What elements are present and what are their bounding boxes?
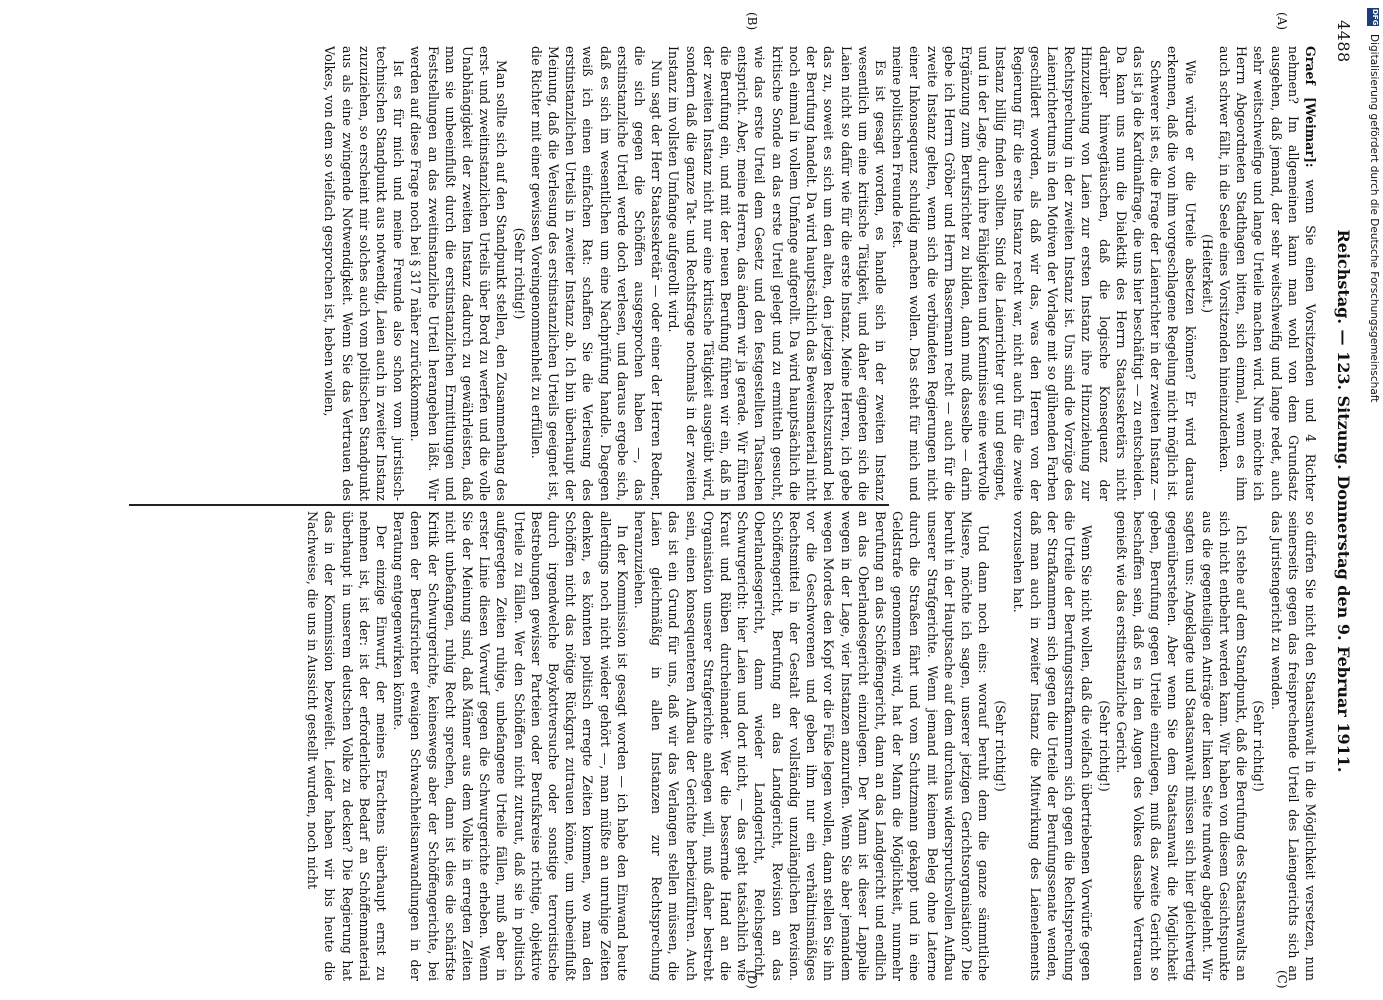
rotated-document-page xyxy=(59,6,1359,996)
right-paragraph-1: so dürfen Sie nicht den Staatsanwalt in die Möglichkeit versetzen, nun seinerseits gegen das freisprechende Urteil des Laiengerichts sich an das Juristengericht zu wenden. xyxy=(1268,511,1318,981)
left-paragraph-6: Man sollte sich auf den Standpunkt stellen, den Zusammenhang des erst- und zweitinstanzlichen Urteils über Bord zu werfen und die volle Unabhängigkeit der zweiten Instanz dadurch zu gewährleisten, daß man sie unbeeinflußt durch die erstinstanzlichen Ermittlungen und Feststellungen an das zweitinstanzliche Urteil herangehen läßt. Wir werden auf diese Frage noch bei § 317 näher zurückkommen. xyxy=(408,46,510,501)
left-paragraph-2: Wie würde er die Urteile absetzen können? Er wird daraus erkennen, daß die von ihm vorgeschlagene Regelung nicht möglich ist. xyxy=(1165,46,1198,501)
margin-mark-c: (C) xyxy=(1275,970,1289,989)
running-title: Reichstag. — 123. Sitzung. Donnerstag den 9. Februar 1911. xyxy=(1334,229,1353,773)
reaction-sehr-richtig-2: (Sehr richtig!) xyxy=(1096,700,1112,792)
speaker-paragraph xyxy=(1216,46,1319,501)
left-paragraph-4: Es ist gesagt worden, es handle sich in der zweiten Instanz wesentlich um eine kritische Tätigkeit, und daher eigneten sich die Laien nicht so dafür wie für die erste Instanz. Meine Herren, ich gebe das zu, soweit es sich um den alten, den jetzigen Rechtszustand bei der Berufung handelt. Da wird hauptsächlich das Beweismaterial nicht noch einmal in vollem Umfange aufgerollt. Da wird hauptsächlich die kritische Sonde an das erste Urteil gelegt und zu ermitteln gesucht, wie das erste Urteil dem Gesetz und den festgestellten Tatsachen entspricht. Aber, meine Herren, das ändern wir ja gerade. Wir führen die Berufung ein, und mit der neuen Berufung führen wir ein, daß in der zweiten Instanz nicht nur eine kritische Tätigkeit ausgeübt wird, sondern daß die ganze Tat- und Rechtsfrage nochmals in der zweiten Instanz im vollsten Umfange aufgerollt wird. xyxy=(666,46,888,501)
digitization-watermark xyxy=(1366,6,1380,996)
right-paragraph-4: Und dann noch eins: worauf beruht denn die ganze sämmtliche Misere, möchte ich sagen, unserer jetzigen Gerichtsorganisation? Die beruht in der Hauptsache auf dem durchaus widerspruchsvollen Aufbau unserer Strafgerichte. Wenn jemand mit keinem Beleg ohne Laterne durch die Straßen fährt und vom Schutzmann gekappt und in eine Geldstrafe genommen wird, hat der Mann die Möglichkeit, nunmehr Berufung an das Schöffengericht, dann an das Landgericht und endlich an das Oberlandesgericht einzulegen. Der Mann ist dieser Lappalie wegen in der Lage, vier Instanzen anzurufen. Wenn Sie aber jemandem wegen Mordes den Kopf vor die Füße legen wollen, dann stellen Sie ihn vor die Geschworenen und geben ihm nur ein verhältnismäßiges Rechtsmittel in der Gestalt der vollständig unzulänglichen Revision. Schöffengericht, Berufung an das Landgericht, Revision an das Oberlandesgericht, dann wieder Landgericht, Reichsgericht, Schwurgericht: hier Laien und dort nicht, — das geht tatsächlich wie Kraut und Rüben durcheinander. Wer die bessernde Hand an die Organisation unserer Strafgerichte anlegen will, muß daher bestrebt sein, einen konsequenteren Aufbau der Gerichte herbeizuführen. Auch das ist ein Grund für uns, daß wir das Verlangen stellen müssen, die Laien gleichmäßig in allen Instanzen zur Rechtsprechung heranzuziehen. xyxy=(632,511,992,981)
reaction-sehr-richtig: (Sehr richtig!) xyxy=(511,227,527,320)
reaction-sehr-richtig-1: (Sehr richtig!) xyxy=(1251,700,1267,792)
right-paragraph-3: Wenn Sie nicht wollen, daß die vielfach übertriebenen Vorwürfe gegen die Urteile der Berufungsstrafkammern sich gegen die Rechtsprechung der Strafkammern sich gegen die Urteile der Berufungssenate wenden, daß man auch in zweiter Instanz die Mitwirkung des Laienelements vorzusehen hat. xyxy=(1010,511,1095,981)
page-header xyxy=(1319,6,1359,996)
reaction-sehr-richtig-3: (Sehr richtig!) xyxy=(993,700,1009,792)
left-paragraph-1: wenn Sie einen Vorsitzenden und 4 Richter nehmen? Im allgemeinen kann man wohl von dem Grundsatz ausgehen, daß jemand, der sehr weitschweifig und lange redet, auch sehr weitschweifige und lange Urteile machen wird. Nun möchte ich Herrn Abgeordneten Stadthagen bitten, sich einmal, wenn es ihm auch schwer fällt, in die Seele eines Vorsitzenden hineinzudenken. xyxy=(1216,46,1318,501)
margin-mark-d: (D) xyxy=(745,970,759,989)
column-divider xyxy=(129,504,889,506)
right-paragraph-5: In der Kommission ist gesagt worden — ich habe den Einwand heute allerdings noch nicht wieder gehört —, man müßte an unruhige Zeiten denken, es könnten politisch erregte Zeiten kommen, wo man den Schöffen nicht das nötige Rückgrat zutrauen könne, um unbeeinflußt durch irgendwelche Boykottversuche oder sonstige terroristische Bestrebungen gewisser Parteien oder Berufskreise richtige, objektive Urteile zu fällen. Wer den Schöffen nicht zutraut, daß sie in politisch aufgeregten Zeiten ruhige, unbefangene Urteile fällen, muß aber in erster Linie diesen Vorwurf gegen die Schwurgerichte erheben. Wenn Sie der Meinung sind, daß Männer aus dem Volke in erregten Zeiten nicht unbefangen, ruhig Recht sprechen, dann ist dies die schärfste Kritik der Schwurgerichte, keineswegs aber der Schöffengerichte, bei denen der Berufsrichter etwaigen Schwachheitsanwandlungen in der Beratung entgegenwirken könnte. xyxy=(391,511,630,981)
left-paragraph-7: Ist es für mich und meine Freunde also schon vom juristisch-technischen Standpunkt aus notwendig, Laien auch in zweiter Instanz zuzuziehen, so erscheint mir solches auch vom politischen Standpunkt aus als eine zwingende Notwendigkeit. Wenn Sie das Vertrauen des Volkes, von dem so vielfach gesprochen ist, heben wollen, xyxy=(322,46,407,501)
left-column xyxy=(109,46,1319,501)
right-column xyxy=(109,511,1319,981)
left-paragraph-5: Nun sagt der Herr Staatssekretär — oder einer der Herren Redner, die sich gegen die Schöffen ausgesprochen haben —, das erstinstanzliche Urteil werde doch verlesen, und daraus ergebe sich, daß es sich im wesentlichen um eine Nachprüfung handle. Dagegen weiß ich einen einfachen Rat: schaffen Sie die Verlesung des erstinstanzlichen Urteils in zweiter Instanz ab. Ich bin überhaupt der Meinung, daß die Verlesung des erstinstanzlichen Urteils geeignet ist, die Richter mit einer gewissen Voreingenommenheit zu erfüllen. xyxy=(528,46,665,501)
right-paragraph-2: Ich stehe auf dem Standpunkt, daß die Berufung des Staatsanwalts an sich nicht entbehrt werden kann. Wir haben von diesem Gesichtspunkte aus die gegenteiligen Anträge der linken Seite rundweg abgelehnt. Wir sagten uns: Angeklagte und Staatsanwalt müssen sich hier gleichwertig gegenüberstehen. Aber wenn Sie dem Staatsanwalt die Möglichkeit geben, Berufung gegen Urteile einzulegen, muß das zweite Gericht so beschaffen sein, daß es in den Augen des Volkes dasselbe Vertrauen genießt wie das erstinstanzliche Gericht. xyxy=(1113,511,1250,981)
right-paragraph-6: Der einzige Einwurf, der meines Erachtens überhaupt ernst zu nehmen ist, ist der: ist der erforderliche Bedarf an Schöffenmaterial überhaupt in unserem deutschen Volke zu decken? Die Regierung hat das in der Kommission bezweifelt. Leider haben wir bis heute die Nachweise, die uns in Aussicht gestellt wurden, noch nicht xyxy=(305,511,390,981)
page-number: 4488 xyxy=(1334,20,1353,63)
speaker-name: Graef [Weimar]: xyxy=(1303,46,1318,168)
reaction-heiterkeit: (Heiterkeit.) xyxy=(1199,234,1215,313)
watermark-text: Digitalisierung gefördert durch die Deutsche Forschungsgemeinschaft xyxy=(1368,34,1380,403)
dfg-logo: DFG xyxy=(1367,8,1379,26)
margin-mark-b: (B) xyxy=(745,12,759,31)
margin-mark-a: (A) xyxy=(1275,12,1289,31)
left-paragraph-3: Schwerer ist es, die Frage der Laienrichter in der zweiten Instanz — das ist ja die Kardinalfrage, die uns hier beschäftigt — zu entscheiden. Da kann uns nun die Dialektik des Herrn Staatssekretärs nicht darüber hinwegtäuschen, daß die logische Konsequenz der Hinzuziehung von Laien zur ersten Instanz ihre Hinzuziehung zur Rechtsprechung in der zweiten Instanz ist. Uns sind die Vorzüge des Laienrichtertums in den Motiven der Vorlage mit so glühenden Farben geschildert worden, als daß wir das, was den Herren von der Regierung für die erste Instanz recht war, nicht auch für die zweite Instanz billig finden sollten. Sind die Laienrichter gut und geeignet, und in der Lage, durch ihre Fähigkeiten und Kenntnisse eine wertvolle Ergänzung zum Berufsrichter zu bilden, dann muß dasselbe — darin gebe ich Herrn Gröber und Herrn Bassermann recht — auch für die zweite Instanz gelten, wenn sich die verbündeten Regierungen nicht einer Inkonsequenz schuldig machen wollen. Das steht für mich und meine politischen Freunde fest. xyxy=(890,46,1164,501)
